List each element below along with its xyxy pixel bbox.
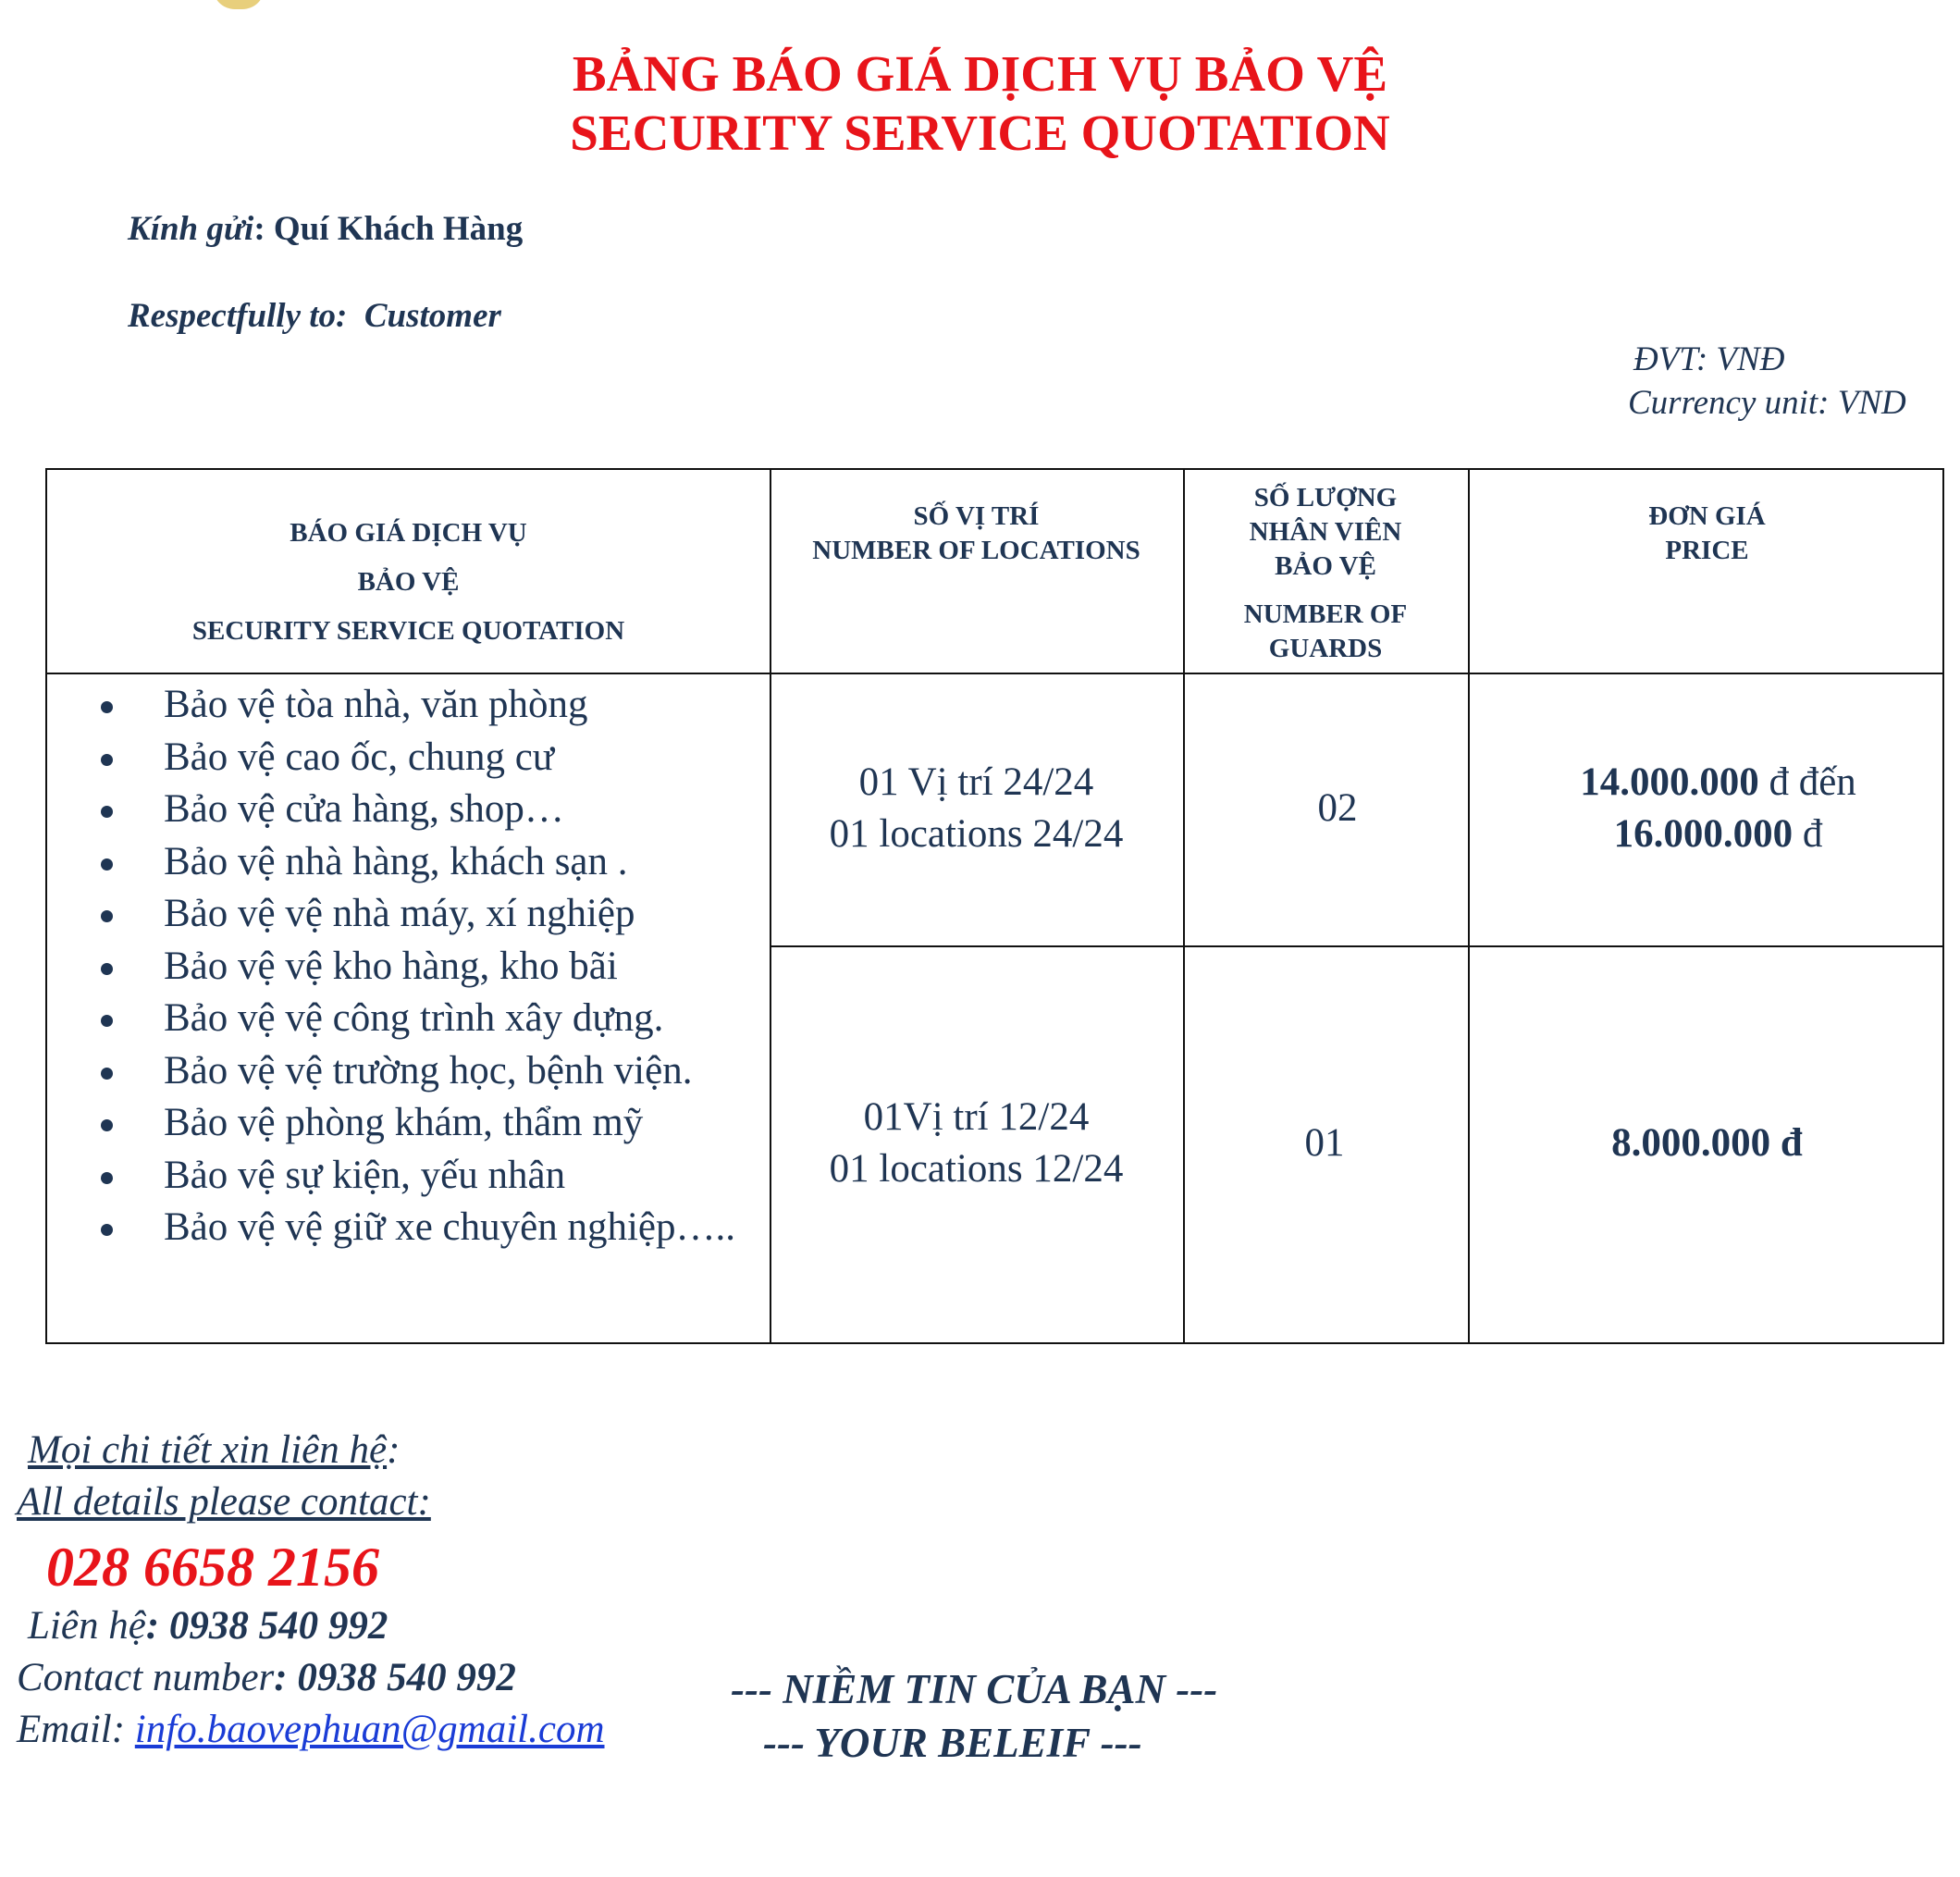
row-divider <box>770 945 1942 947</box>
contact-en-label: All details please contact: <box>17 1480 431 1524</box>
list-item: Bảo vệ cao ốc, chung cư <box>47 732 735 784</box>
header-guards: SỐ LƯỢNG NHÂN VIÊN BẢO VỆ NUMBER OF GUARDS <box>1243 483 1408 663</box>
currency-en: Currency unit: VND <box>1628 384 1906 422</box>
slogan-en: --- YOUR BELEIF --- <box>763 1720 1142 1766</box>
logo-fragment <box>213 0 265 9</box>
contact-phone-en: Contact number: 0938 540 992 <box>17 1656 516 1699</box>
title-vi: BẢNG BÁO GIÁ DỊCH VỤ BẢO VỆ <box>572 45 1388 102</box>
list-item: Bảo vệ vệ giữ xe chuyên nghiệp….. <box>47 1202 735 1254</box>
list-item: Bảo vệ vệ nhà máy, xí nghiệp <box>47 888 735 941</box>
list-item: Bảo vệ sự kiện, yếu nhân <box>47 1150 735 1203</box>
contact-email: Email: info.baovephuan@gmail.com <box>17 1708 605 1751</box>
row1-locations: 01 Vị trí 24/24 01 locations 24/24 <box>829 760 1124 856</box>
service-list <box>47 679 735 1254</box>
header-locations: SỐ VỊ TRÍ NUMBER OF LOCATIONS <box>812 501 1140 565</box>
list-item: Bảo vệ vệ trường học, bệnh viện. <box>47 1045 735 1098</box>
contact-phone-vi: Liên hệ: 0938 540 992 <box>28 1604 388 1648</box>
slogan-vi: --- NIỀM TIN CỦA BẠN --- <box>731 1666 1218 1712</box>
quotation-table <box>45 468 1944 1344</box>
row2-price: 8.000.000 đ <box>1611 1121 1803 1165</box>
row1-price: 14.000.000 đ đến 16.000.000 đ <box>1580 760 1856 856</box>
row2-guards: 01 <box>1304 1121 1345 1165</box>
list-item: Bảo vệ phòng khám, thẩm mỹ <box>47 1097 735 1150</box>
currency-vi: ĐVT: VNĐ <box>1633 340 1785 378</box>
header-service: BÁO GIÁ DỊCH VỤ BẢO VỆ SECURITY SERVICE QUOTATION <box>191 518 625 646</box>
header-divider <box>47 673 1942 674</box>
title-en: SECURITY SERVICE QUOTATION <box>570 105 1390 161</box>
hotline-number[interactable]: 028 6658 2156 <box>46 1537 379 1598</box>
list-item: Bảo vệ vệ công trình xây dựng. <box>47 993 735 1045</box>
col-divider <box>1468 470 1470 1342</box>
addressee-en: Respectfully to: Customer <box>128 297 501 335</box>
list-item: Bảo vệ tòa nhà, văn phòng <box>47 679 735 732</box>
addressee-vi: Kính gửi: Quí Khách Hàng <box>128 210 524 248</box>
list-item: Bảo vệ vệ kho hàng, kho bãi <box>47 941 735 994</box>
list-item: Bảo vệ nhà hàng, khách sạn . <box>47 836 735 889</box>
email-link[interactable]: info.baovephuan@gmail.com <box>134 1708 605 1751</box>
row1-guards: 02 <box>1317 786 1358 830</box>
row2-locations: 01Vị trí 12/24 01 locations 12/24 <box>829 1095 1124 1191</box>
contact-vi-label: Mọi chi tiết xin liên hệ: <box>28 1428 401 1472</box>
header-price: ĐƠN GIÁ PRICE <box>1648 501 1766 565</box>
list-item: Bảo vệ cửa hàng, shop… <box>47 784 735 836</box>
col-divider <box>770 470 771 1342</box>
